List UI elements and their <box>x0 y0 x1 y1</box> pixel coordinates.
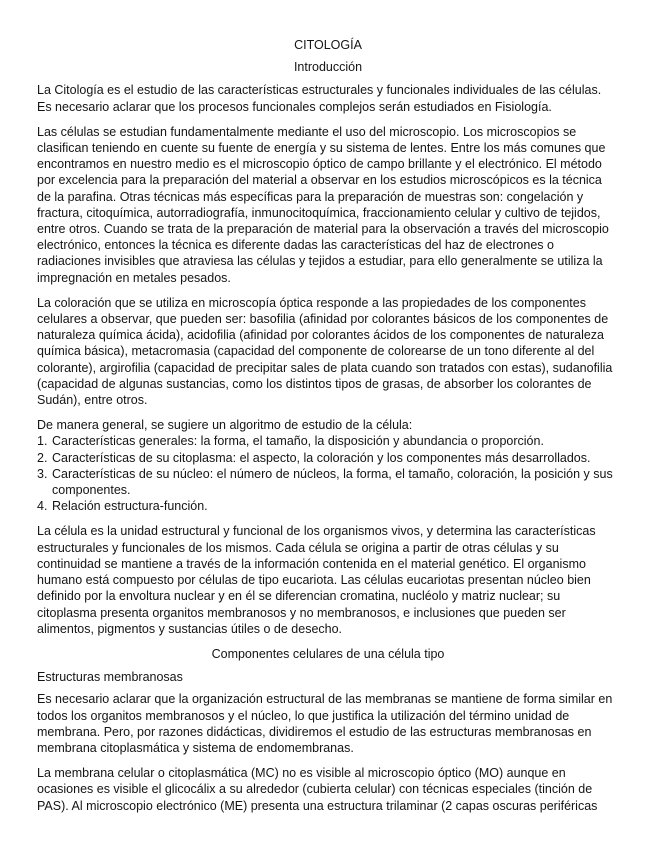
section-heading: Componentes celulares de una célula tipo <box>211 646 445 661</box>
step-text: Características de su citoplasma: el aspecto, la coloración y los componentes más desarrollados. <box>52 450 591 465</box>
step-number: 1. <box>37 434 48 449</box>
algorithm-list <box>37 433 619 514</box>
document-title: CITOLOGÍA <box>294 38 362 52</box>
paragraph-membranes: Es necesario aclarar que la organización estructural de las membranas se mantiene de forma similar en todos los organitos membranosos y el núcleo, lo que justifica la utilización del término unidad de membrana. Pero, por razones didácticas, dividiremos el estudio de las estructuras membranosas en membrana citoplasmática y sistema de endomembranas. <box>37 692 613 755</box>
step-number: 4. <box>37 499 48 514</box>
step-number: 2. <box>37 450 48 465</box>
algorithm-step <box>37 433 619 449</box>
algorithm-intro: De manera general, se sugiere un algoritmo de estudio de la célula: <box>37 418 413 433</box>
document-subtitle: Introducción <box>293 60 363 75</box>
algorithm-step <box>37 498 619 514</box>
algorithm-step <box>37 466 619 498</box>
algorithm-step <box>37 450 619 466</box>
step-number: 3. <box>37 466 48 481</box>
paragraph-microscopy: Las células se estudian fundamentalmente mediante el uso del microscopio. Los microscopios se clasifican teniendo en cuente su fuente de energía y su sistema de lentes. Entre los más comunes que encontramos en nuestro medio es el microscopio óptico de campo brillante y el electrónico. El método por excelencia para la preparación del material a observar en los estudios microscópicos es la técnica de la parafina. Otras técnicas más específicas para la preparación de muestras son: congelación y fractura, citoquímica, autorradiografía, inmunocitoquímica, fraccionamiento celular y cultivo de tejidos, entre otros. Cuando se trata de la preparación de material para la observación a través del microscopio electrónico, entonces la técnica es diferente dadas las características del haz de electrones o radiaciones invisibles que atraviesa las células y tejidos a estudiar, para ello generalmente se utiliza la impregnación en metales pesados. <box>37 124 609 285</box>
step-text: Características generales: la forma, el tamaño, la disposición y abundancia o proporción. <box>52 434 544 449</box>
paragraph-staining: La coloración que se utiliza en microscopía óptica responde a las propiedades de los componentes celulares a observar, que pueden ser: basofilia (afinidad por colorantes básicos de los componentes de naturaleza química ácida), acidofilia (afinidad por colorantes ácidos de los componentes de naturaleza química básica), metacromasia (capacidad del componente de colorearse de un tono diferente al del colorante), argirofilia (capacidad de precipitar sales de plata cuando son tratados con estas), sudanofilia (capacidad de algunas sustancias, como los distintos tipos de grasas, de absorber los colorantes de Sudán), entre otros. <box>37 295 613 408</box>
paragraph-cell: La célula es la unidad estructural y funcional de los organismos vivos, y determina las características estructurales y funcionales de los mismos. Cada célula se origina a partir de otras células y su continuidad se mantiene a través de la información contenida en el material genético. El organismo humano está compuesto por células de tipo eucariota. Las células eucariotas presentan núcleo bien definido por la envoltura nuclear y en él se diferencian cromatina, nucléolo y matriz nuclear; su citoplasma presenta organitos membranosos y no membranosos, e inclusiones que pueden ser alimentos, pigmentos y sustancias útiles o de desecho. <box>37 524 596 636</box>
step-text: Relación estructura-función. <box>52 499 208 514</box>
paragraph-intro: La Citología es el estudio de las características estructurales y funcionales individuales de las células. Es necesario aclarar que los procesos funcionales complejos serán estudiados en Fisiología. <box>37 83 602 114</box>
step-text: Características de su núcleo: el número de núcleos, la forma, el tamaño, coloración, la posición y sus componentes. <box>52 466 613 498</box>
document-page <box>37 37 619 823</box>
paragraph-cell-membrane: La membrana celular o citoplasmática (MC) no es visible al microscopio óptico (MO) aunque en ocasiones es visible el glicocálix a su alrededor (cubierta celular) con técnicas especiales (tinción de PAS). Al microscopio electrónico (ME) presenta una estructura trilaminar (2 capas oscuras periféricas <box>37 766 598 813</box>
subheading: Estructuras membranosas <box>37 670 183 685</box>
